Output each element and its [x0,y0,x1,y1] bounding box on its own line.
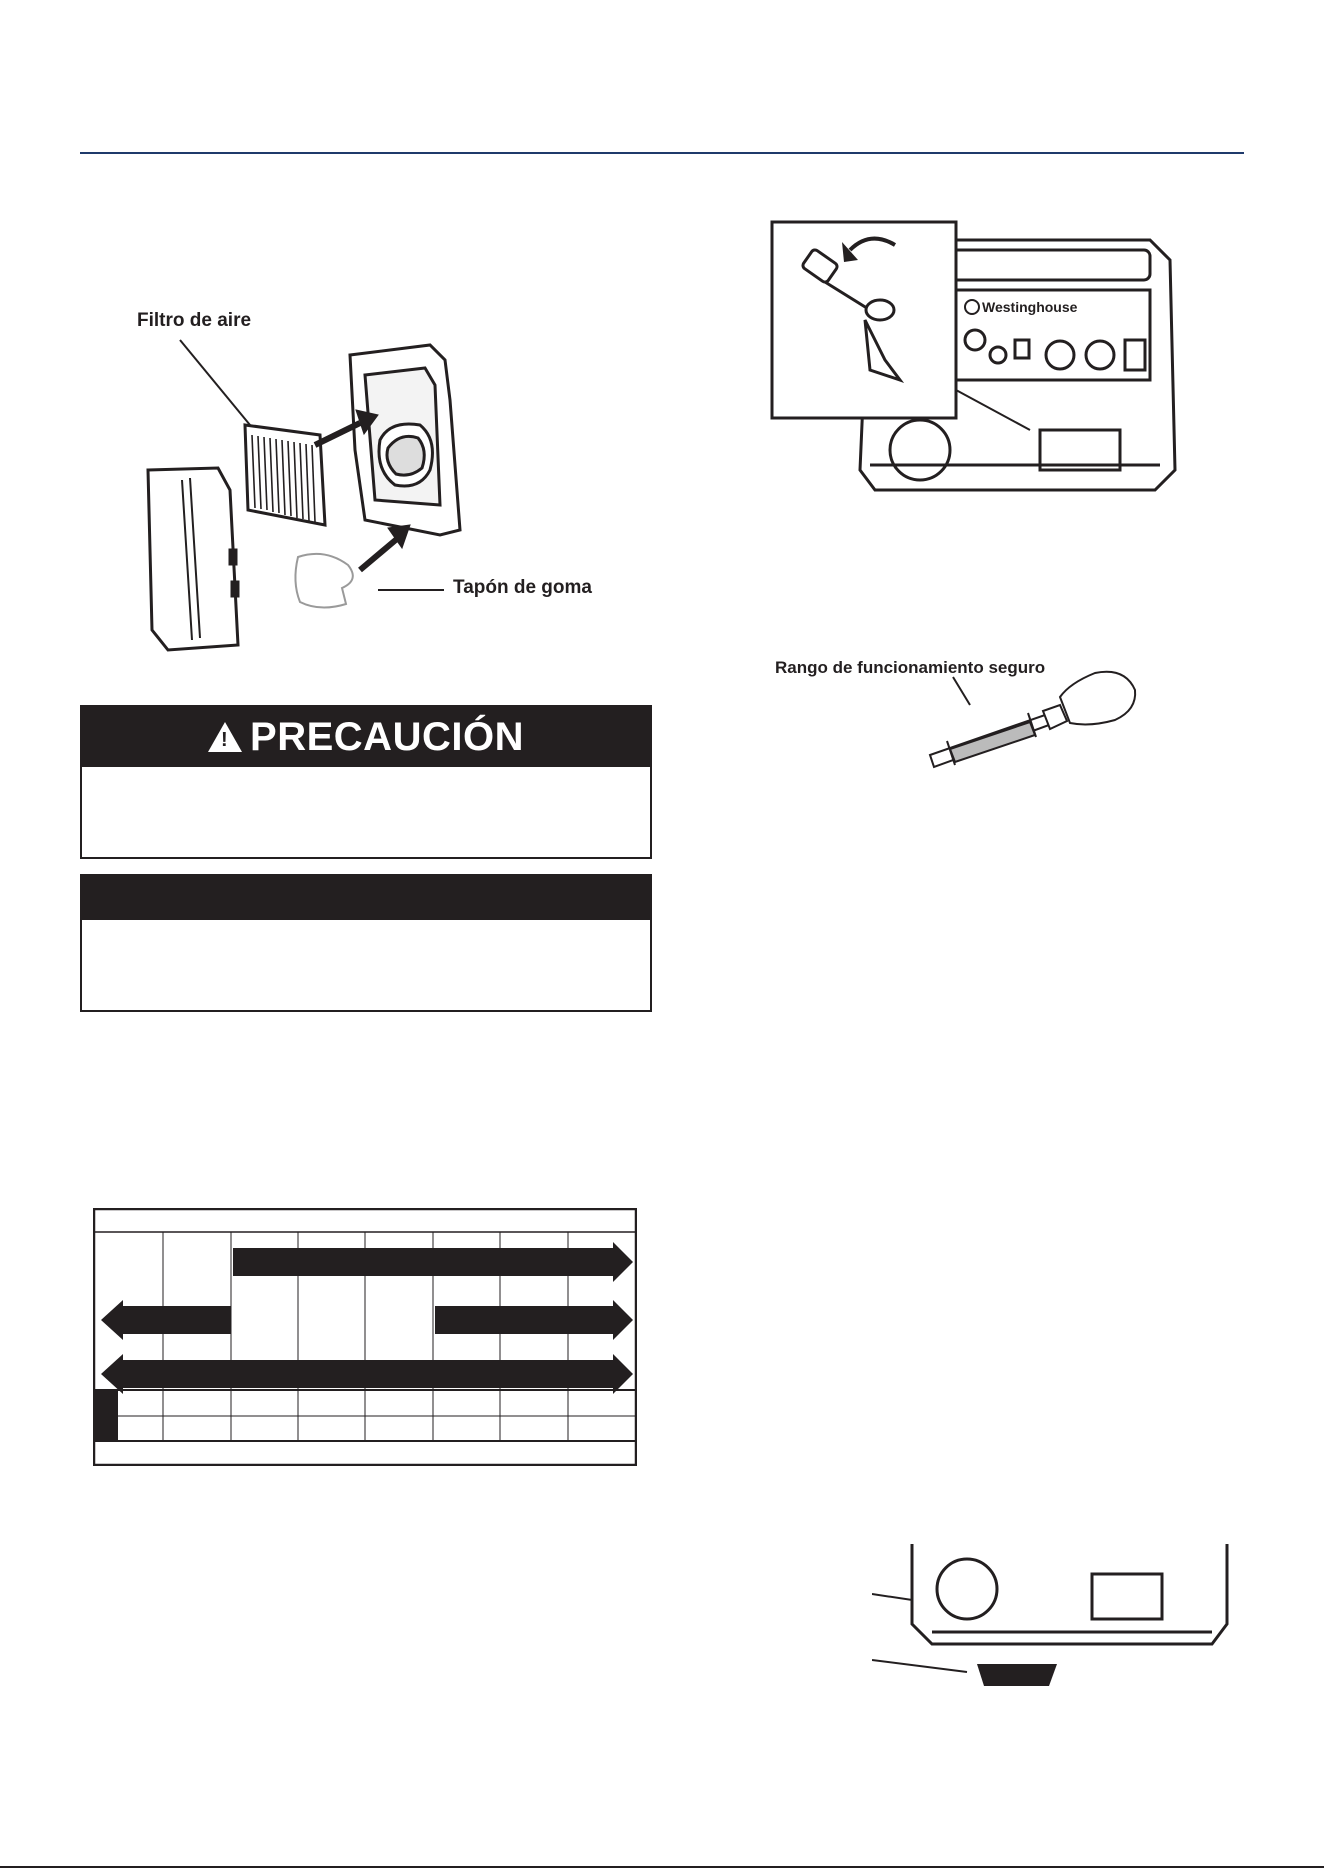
header-rule [80,152,1244,154]
arrow-bar-3 [435,1300,633,1340]
notice-body [82,920,650,944]
footer-rule [0,1866,1324,1868]
caution-body [82,767,650,791]
arrow-bar-2 [101,1300,231,1340]
air-filter-diagram [120,320,480,670]
dipstick-icon [930,672,1135,767]
generator-base [912,1544,1227,1644]
notice-box [80,874,652,1012]
air-filter-housing [350,345,460,535]
safe-range-label: Rango de funcionamiento seguro [775,658,1046,677]
rubber-plug [295,554,352,608]
generator-brand: Westinghouse [982,299,1078,315]
oil-drain-diagram [872,1544,1242,1694]
oil-viscosity-chart [93,1208,637,1466]
air-filter-label: Filtro de aire [137,310,252,331]
air-filter-cover [148,468,238,650]
arrow-bar-1 [233,1242,633,1282]
oil-cap-inset [772,222,956,418]
caution-box [80,705,652,859]
generator-oil-fill-diagram [770,220,1190,502]
notice-header [82,876,650,920]
air-filter-element [245,425,325,525]
warning-triangle-icon: ! [208,722,242,752]
rubber-plug-label: Tapón de goma [453,577,592,598]
oil-drain-pan-icon [977,1664,1057,1686]
caution-header [82,707,650,767]
arrow-bar-4 [101,1354,633,1394]
caution-title: PRECAUCIÓN [250,714,524,759]
dipstick-diagram [925,645,1155,785]
